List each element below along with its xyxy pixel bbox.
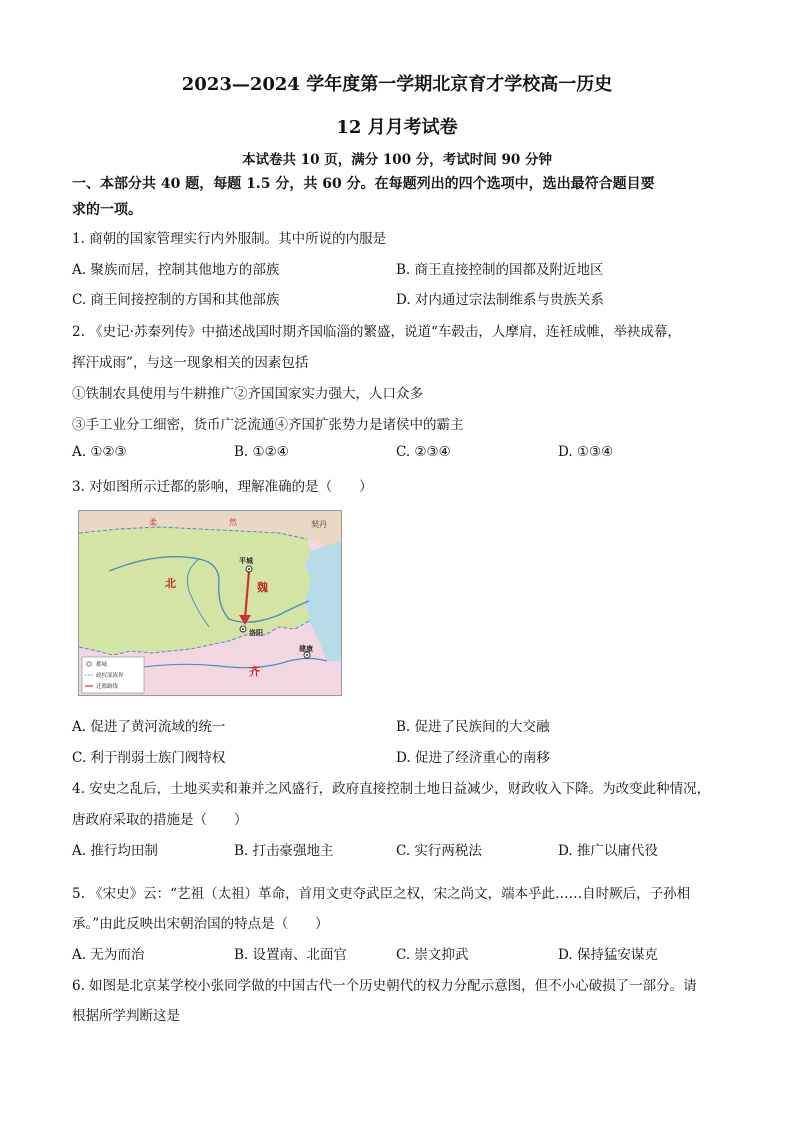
exam-info: 本试卷共 10 页，满分 100 分，考试时间 90 分钟	[242, 152, 552, 168]
q1-option-a: A. 聚族而居，控制其他地方的部族	[72, 262, 280, 278]
q4-option-d: D. 推广以庸代役	[558, 843, 658, 859]
map-label-rou: 柔	[149, 518, 157, 527]
q5-stem-line2: 承。”由此反映出宋朝治国的特点是（ ）	[72, 916, 329, 932]
q5-option-b: B. 设置南、北面官	[234, 947, 348, 963]
q2-option-d: D. ①③④	[558, 444, 614, 460]
map-label-luoyang: 洛阳	[249, 629, 263, 637]
legend-border-label: 政权部族界	[96, 673, 124, 679]
section-instruction-line1: 一、本部分共 40 题，每题 1.5 分，共 60 分。在每题列出的四个选项中，选出最符合题目要	[72, 176, 655, 192]
q1-option-d: D. 对内通过宗法制维系与贵族关系	[396, 292, 604, 308]
map-label-khitan: 契丹	[311, 520, 327, 529]
q3-stem: 3. 对如图所示迁都的影响，理解准确的是（ ）	[72, 479, 373, 495]
q1-option-c: C. 商王间接控制的方国和其他部族	[72, 292, 280, 308]
q3-option-a: A. 促进了黄河流域的统一	[72, 719, 226, 735]
q2-stem-line2: 挥汗成雨”，与这一现象相关的因素包括	[72, 355, 309, 371]
q3-option-d: D. 促进了经济重心的南移	[396, 750, 550, 766]
q4-option-a: A. 推行均田制	[72, 843, 158, 859]
q3-option-b: B. 促进了民族间的大交融	[396, 719, 550, 735]
q4-stem-line1: 4. 安史之乱后，土地买卖和兼并之风盛行，政府直接控制土地日益减少，财政收入下降。为改变此种情况，	[72, 781, 711, 797]
q4-option-b: B. 打击豪强地主	[234, 843, 334, 859]
q5-option-c: C. 崇文抑武	[396, 947, 469, 963]
q4-option-c: C. 实行两税法	[396, 843, 482, 859]
q3-option-c: C. 利于削弱士族门阀特权	[72, 750, 226, 766]
map-label-bei: 北	[165, 577, 176, 590]
section-instruction-line2: 求的一项。	[72, 202, 142, 218]
exam-subtitle: 12 月月考试卷	[336, 117, 458, 138]
legend-route-label: 迁都路线	[96, 684, 119, 690]
q2-option-b: B. ①②④	[234, 444, 289, 460]
q2-statements-1: ①铁制农具使用与牛耕推广②齐国国家实力强大，人口众多	[72, 386, 423, 402]
q5-stem-line1: 5. 《宋史》云：“艺祖（太祖）革命，首用文吏夺武臣之权，宋之尚文，端本乎此……自时厥后，子孙相	[72, 886, 691, 902]
q2-statements-2: ③手工业分工细密，货币广泛流通④齐国扩张势力是诸侯中的霸主	[72, 417, 464, 433]
map-label-jiankang: 建康	[299, 645, 313, 653]
legend-capital-label: 都城	[96, 662, 108, 668]
q4-stem-line2: 唐政府采取的措施是（ ）	[72, 812, 248, 828]
map-label-wei: 魏	[257, 581, 268, 594]
q2-stem-line1: 2. 《史记·苏秦列传》中描述战国时期齐国临淄的繁盛，说道“车毂击，人摩肩，连衽成帷，举袂成幕，	[72, 324, 681, 340]
q6-stem-line1: 6. 如图是北京某学校小张同学做的中国古代一个历史朝代的权力分配示意图，但不小心破损了一部分。请	[72, 978, 697, 994]
northern-wei-migration-map	[78, 510, 342, 696]
map-label-pingcheng: 平城	[239, 557, 253, 565]
q1-stem: 1. 商朝的国家管理实行内外服制。其中所说的内服是	[72, 231, 387, 247]
q2-option-c: C. ②③④	[396, 444, 451, 460]
map-label-qi: 齐	[249, 665, 260, 678]
q5-option-a: A. 无为而治	[72, 947, 145, 963]
map-label-ran: 然	[229, 518, 237, 527]
exam-title: 2023—2024 学年度第一学期北京育才学校高一历史	[181, 74, 613, 95]
q2-option-a: A. ①②③	[72, 444, 127, 460]
q6-stem-line2: 根据所学判断这是	[72, 1008, 180, 1024]
q1-option-b: B. 商王直接控制的国都及附近地区	[396, 262, 604, 278]
q5-option-d: D. 保持猛安谋克	[558, 947, 658, 963]
